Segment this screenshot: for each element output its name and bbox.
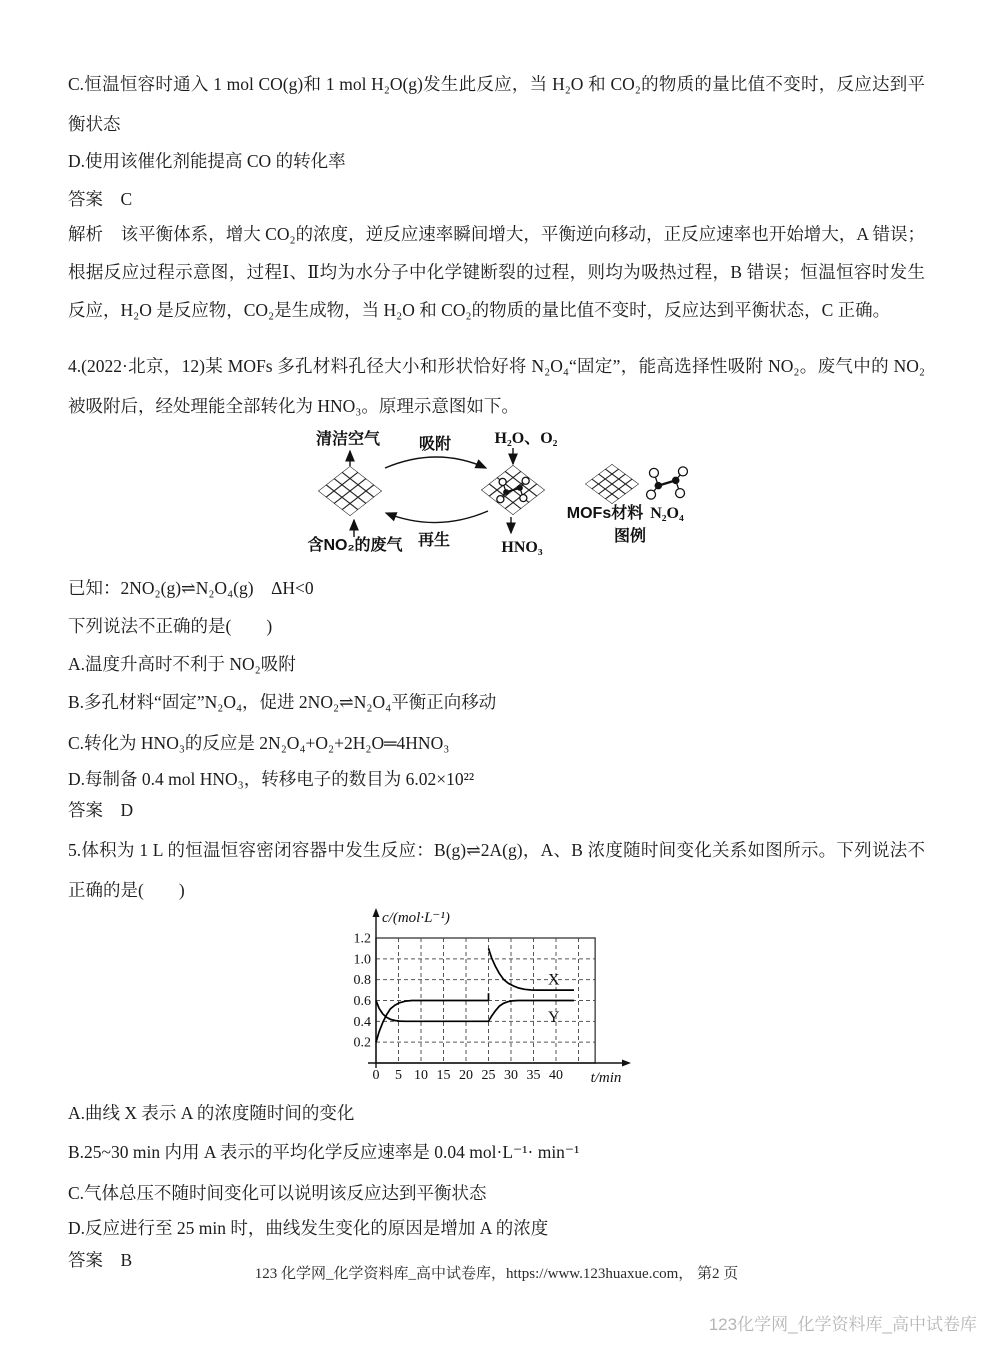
svg-text:Y: Y: [547, 1009, 560, 1027]
svg-text:10: 10: [414, 1068, 428, 1083]
q4-answer: 答案 D: [68, 800, 134, 820]
svg-text:X: X: [547, 971, 560, 989]
q5-option-d: D.反应进行至 25 min 时，曲线发生变化的原因是增加 A 的浓度: [68, 1218, 549, 1238]
chart-xlabel: t/min: [590, 1070, 622, 1086]
q5-answer: 答案 B: [68, 1250, 133, 1270]
clean-air-label: 清洁空气: [315, 431, 381, 448]
svg-text:0.6: 0.6: [353, 994, 371, 1009]
q5-concentration-chart: [338, 898, 653, 1099]
regenerate-label: 再生: [417, 532, 451, 549]
q4-principle-diagram: [285, 420, 715, 577]
q5-option-b: B.25~30 min 内用 A 表示的平均化学反应速率是 0.04 mol·L⁻¹· min⁻¹: [68, 1142, 580, 1162]
svg-text:5: 5: [395, 1068, 402, 1083]
svg-text:0.4: 0.4: [353, 1014, 371, 1030]
svg-text:20: 20: [459, 1068, 473, 1083]
legend-mofs-label: MOFs材料: [566, 505, 644, 522]
q4-option-a: A.温度升高时不利于 NO₂吸附: [68, 654, 296, 674]
site-watermark: 123化学网_化学资料库_高中试卷库: [708, 1315, 977, 1334]
q4-question: 下列说法不正确的是( ): [68, 616, 273, 636]
q5-option-c: C.气体总压不随时间变化可以说明该反应达到平衡状态: [68, 1183, 487, 1203]
svg-text:30: 30: [504, 1068, 518, 1083]
q4-known: 已知：2NO₂(g)⇌N₂O₄(g) ΔH<0: [68, 578, 314, 598]
svg-text:35: 35: [526, 1068, 541, 1083]
q3-answer: 答案 C: [68, 189, 133, 209]
n2o4-molecule-icon: [497, 477, 529, 503]
q4-stem: 4.(2022·北京，12)某 MOFs 多孔材料孔径大小和形状恰好将 N₂O₄“固定”，能高选择性吸附 NO₂。废气中的 NO₂被吸附后，经处理能全部转化为 HNO₃。原理示意图如下。: [68, 356, 925, 416]
q5-stem: 5.体积为 1 L 的恒温恒容密闭容器中发生反应：B(g)⇌2A(g)，A、B 浓度随时间变化关系如图所示。下列说法不正确的是( ): [68, 840, 925, 900]
svg-text:40: 40: [549, 1068, 563, 1083]
chart-ylabel: c/(mol·L⁻¹): [382, 910, 450, 926]
q4-option-d: D.每制备 0.4 mol HNO₃，转移电子的数目为 6.02×10²²: [68, 769, 475, 789]
svg-text:1.0: 1.0: [353, 952, 371, 968]
adsorb-label: 吸附: [418, 436, 452, 453]
svg-text:1.2: 1.2: [353, 931, 371, 947]
svg-text:0.8: 0.8: [353, 973, 371, 989]
hno3-label: HNO₃: [501, 539, 543, 556]
q4-option-b: B.多孔材料“固定”N₂O₄，促进 2NO₂⇌N₂O₄平衡正向移动: [68, 692, 497, 712]
q4-option-c: C.转化为 HNO₃的反应是 2N₂O₄+O₂+2H₂O═4HNO₃: [68, 733, 450, 753]
q5-option-a: A.曲线 X 表示 A 的浓度随时间的变化: [68, 1103, 355, 1123]
flow-arrows: [350, 448, 513, 537]
svg-text:0: 0: [372, 1068, 380, 1083]
chart-plot-area: [354, 908, 632, 1083]
svg-text:0.2: 0.2: [353, 1035, 371, 1051]
waste-gas-label: 含NO₂的废气: [307, 537, 403, 554]
page-footer: 123 化学网_化学资料库_高中试卷库，https://www.123huaxue.com， 第2 页: [254, 1266, 739, 1282]
q3-option-c: C.恒温恒容时通入 1 mol CO(g)和 1 mol H₂O(g)发生此反应，当 H₂O 和 CO₂的物质的量比值不变时，反应达到平衡状态: [68, 74, 925, 134]
svg-text:25: 25: [481, 1068, 496, 1083]
legend-n2o4-icon: [647, 467, 688, 499]
svg-text:15: 15: [436, 1068, 451, 1083]
legend-n2o4-label: N₂O₄: [650, 505, 684, 522]
h2o-o2-label: H₂O、O₂: [494, 430, 558, 447]
legend-title: 图例: [613, 528, 647, 545]
q3-analysis: 解析 该平衡体系，增大 CO₂的浓度，逆反应速率瞬间增大，平衡逆向移动，正反应速率也开始增大，A 错误；根据反应过程示意图，过程Ⅰ、Ⅱ均为水分子中化学键断裂的过程，则均为吸热过程，B 错误；恒温恒容时发生反应，H₂O 是反应物，CO₂是生成物，当 H₂O 和 CO₂的物质的量比值不变时，反应达到平衡状态，C 正确。: [68, 224, 925, 320]
q3-option-d: D.使用该催化剂能提高 CO 的转化率: [68, 151, 346, 171]
mofs-lattice-icon: [285, 439, 417, 544]
